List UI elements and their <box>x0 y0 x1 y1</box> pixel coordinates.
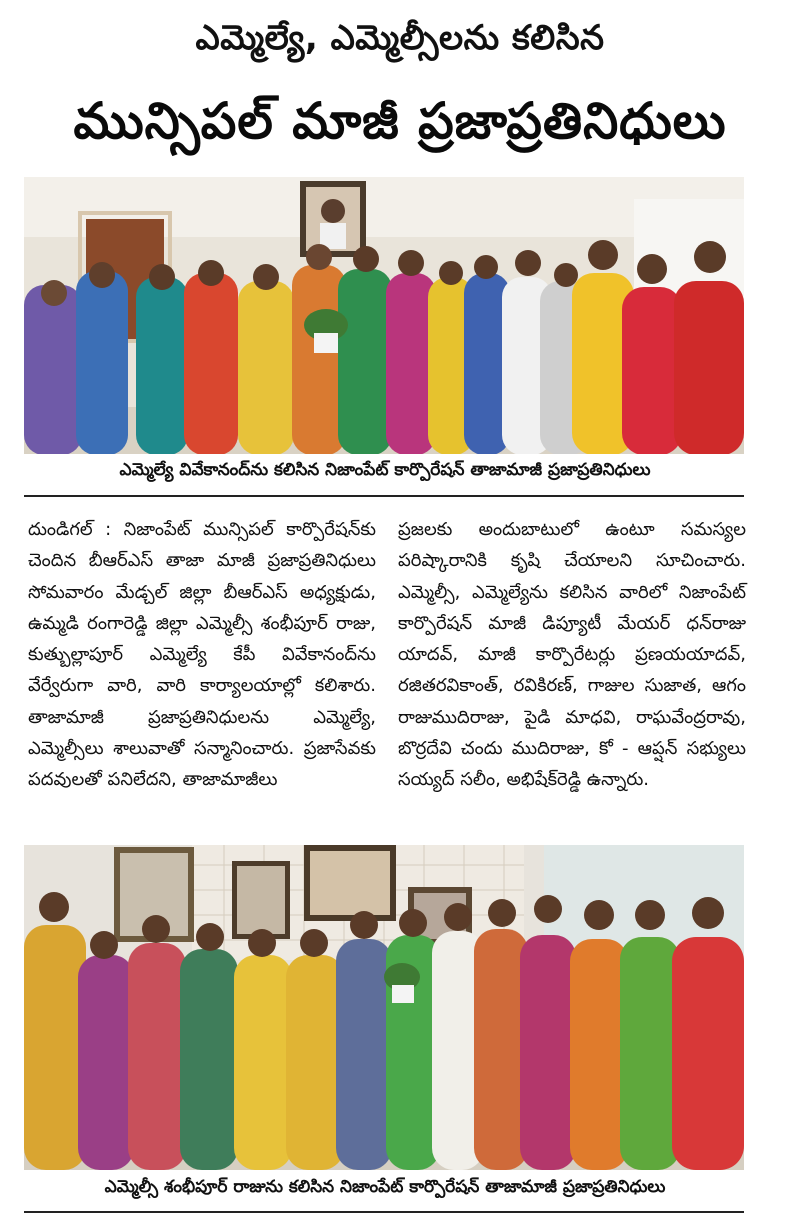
article-body-left-text: దుండిగల్ : నిజాంపేట్ మున్సిపల్ కార్పొరేషన్‌కు చెందిన బీఆర్ఎస్ తాజా మాజీ ప్రజాప్రతినిధులు సోమవారం మేడ్చల్ జిల్లా బీఆర్ఎస్ అధ్యక్షుడు, ఉమ్మడి రంగారెడ్డి జిల్లా ఎమ్మెల్సీ శంభీపూర్ రాజు, కుత్బుల్లాపూర్ ఎమ్మెల్యే కేపీ వివేకానంద్‌ను వేర్వేరుగా వారి, వారి కార్యాలయాల్లో కలిశారు. తాజామాజీ ప్రజాప్రతినిధులను ఎమ్మెల్యే, ఎమ్మెల్సీలు శాలువాతో సన్మానించారు. ప్రజాసేవకు పదవులతో పనిలేదని, తాజామాజీలు <box>28 519 376 791</box>
divider-line-bottom <box>24 1211 744 1213</box>
article-body-right-text: ప్రజలకు అందుబాటులో ఉంటూ సమస్యల పరిష్కారానికి కృషి చేయాలని సూచించారు. ఎమ్మెల్సీ, ఎమ్మెల్యేను కలిసిన వారిలో నిజాంపేట్ కార్పొరేషన్ మాజీ డిప్యూటీ మేయర్ ధన్‌రాజు యాదవ్, మాజీ కార్పొరేటర్లు ప్రణయయాదవ్, రజితరవికాంత్, రవికిరణ్, గాజుల సుజాత, ఆగం రాజుముదిరాజు, పైడి మాధవి, రాఘవేంద్రరావు, బొర్రదేవి చందు ముదిరాజు, కో - ఆప్షన్ సభ్యులు సయ్యద్ సలీం, అభిషేక్‌రెడ్డి ఉన్నారు. <box>398 519 746 791</box>
article-body-left-column <box>28 514 376 796</box>
photo-mlc-meeting <box>24 845 744 1170</box>
photo-mla-meeting-image <box>24 177 744 454</box>
headline: మున్సిపల్ మాజీ ప్రజాప్రతినిధులు <box>73 92 727 150</box>
photo-mlc-meeting-caption: ఎమ్మెల్సీ శంభీపూర్ రాజును కలిసిన నిజాంపేట్ కార్పొరేషన్ తాజామాజీ ప్రజాప్రతినిధులు <box>104 1177 666 1197</box>
photo-mla-meeting-caption: ఎమ్మెల్యే వివేకానంద్‌ను కలిసిన నిజాంపేట్ కార్పొరేషన్ తాజామాజీ ప్రజాప్రతినిధులు <box>119 460 651 480</box>
photo-mlc-meeting-image <box>24 845 744 1170</box>
sub-headline: ఎమ్మెల్యే, ఎమ్మెల్సీలను కలిసిన <box>195 18 605 58</box>
photo-mla-meeting <box>24 177 744 454</box>
divider-line <box>24 495 744 497</box>
article-body-right-column <box>398 514 746 796</box>
